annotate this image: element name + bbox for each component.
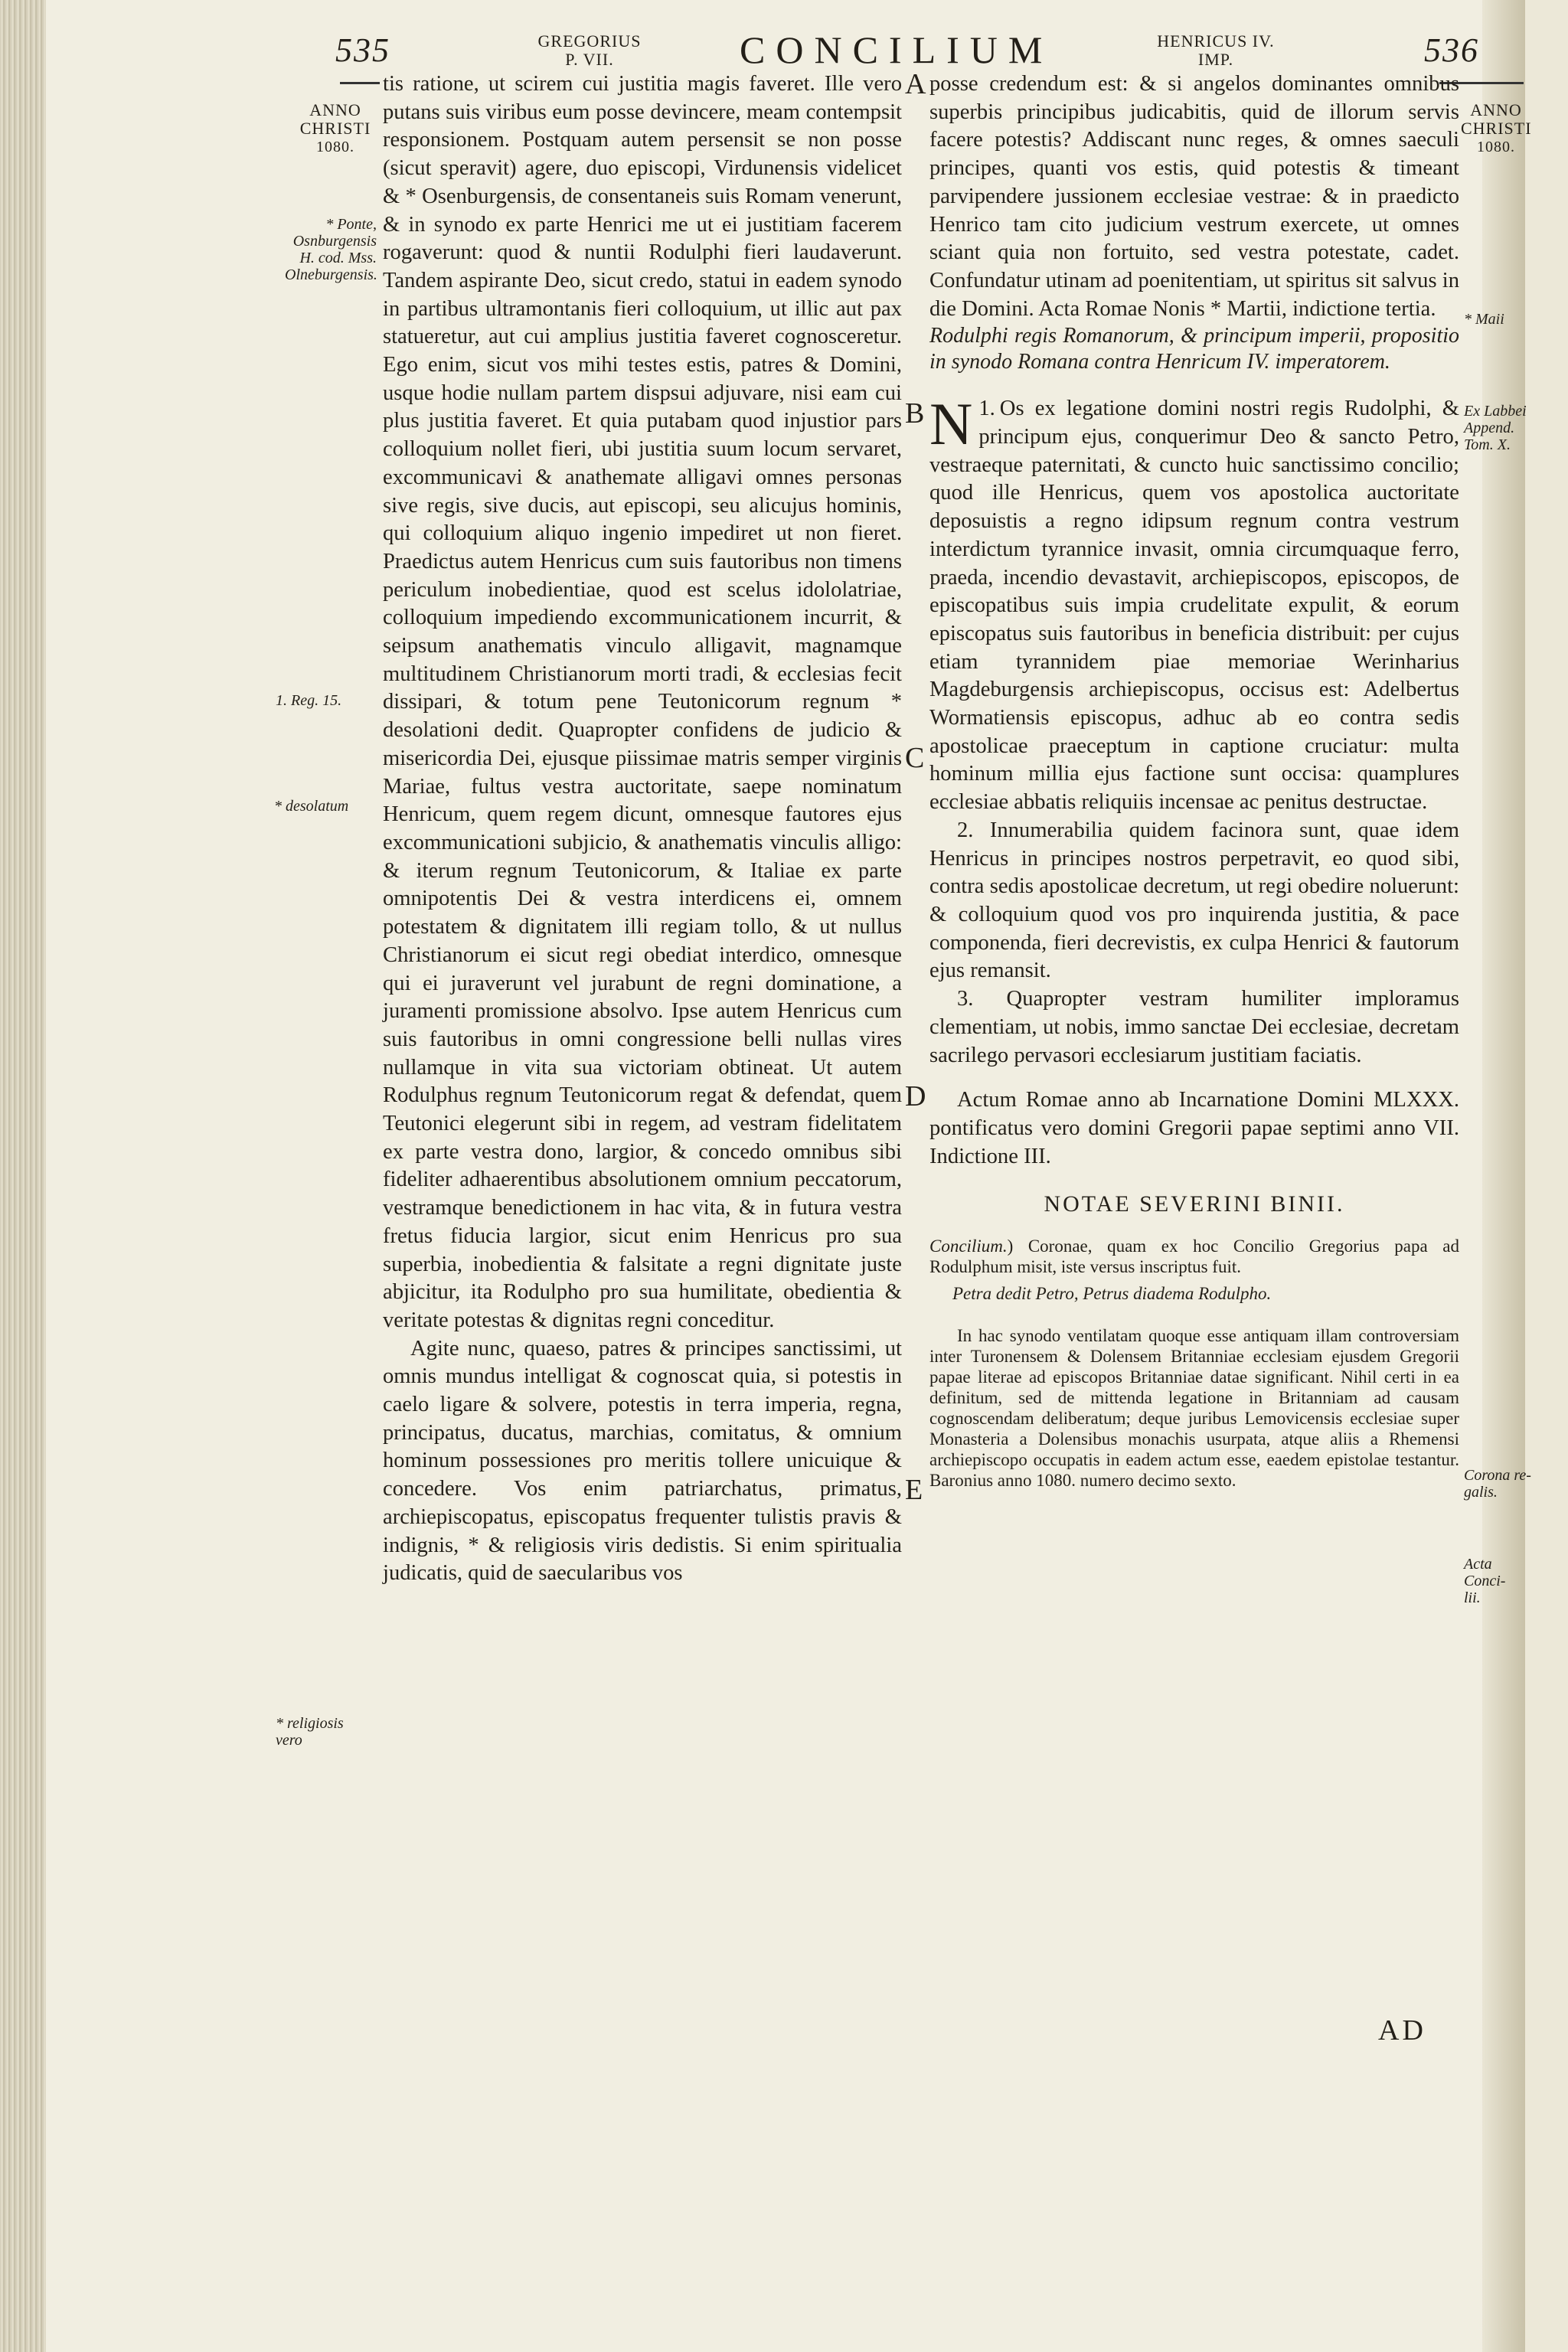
notes-heading: NOTAE SEVERINI BINII.: [1044, 1191, 1345, 1217]
left-year-note: ANNO CHRISTI 1080.: [299, 100, 371, 155]
right-opening-paragraph: posse credendum est: & si angelos dominantes omnibus superbis principibus judicabitis, quid de illorum servis facere potestis? Addiscant nunc reges, & omnes saeculi principes, quanti vos estis, quid potestis & timeant parvipendere jussionem ecclesiae vestrae: & in praedicto Henrico tam cito judicium vestrum exercete, ut omnes sciant quia non fortuito, sed vestra potestate, cadet. Confundatur utinam ad poenitentiam, ut spiritus sit salvus in die Domini. Acta Romae Nonis * Martii, indictione tertia.: [929, 72, 1459, 321]
gutter-shadow: [1482, 0, 1525, 2352]
right-folio: 536: [1424, 31, 1479, 69]
left-running-head: GREGORIUS P. VII.: [537, 31, 642, 69]
catchword: AD: [1378, 2014, 1426, 2047]
paragraph-number: 1.: [978, 397, 995, 421]
section-letter-d: D: [905, 1080, 926, 1112]
section-letter-a: A: [905, 68, 926, 100]
section-heading: Rodulphi regis Romanorum, & principum imperii, propositio in synodo Romana contra Henricum IV. imperatorem.: [929, 324, 1459, 374]
right-margin-note-acta: Acta Conci- lii.: [1464, 1556, 1506, 1606]
section-letter-c: C: [905, 742, 925, 774]
page-title: CONCILIUM: [740, 28, 1054, 71]
right-year-note: ANNO CHRISTI 1080.: [1461, 100, 1532, 155]
right-margin-note-corona: Corona re- galis.: [1464, 1467, 1531, 1501]
left-margin-note-reference: 1. Reg. 15.: [276, 692, 342, 709]
right-paragraph-3: 3. Quapropter vestram humiliter imploramus clementiam, ut nobis, immo sanctae Dei ecclesiae, decretam sacrilego pervasori ecclesiarum justitiam faciatis.: [929, 987, 1459, 1067]
section-letter-e: E: [905, 1474, 923, 1506]
drop-cap: N: [929, 390, 973, 458]
left-text-column: [383, 70, 902, 1588]
left-paragraph-1: tis ratione, ut scirem cui justitia magis faveret. Ille vero putans suis viribus eum posse devincere, meam contempsit responsionem. Postquam autem persensit se non posse (sicut speravit) agere, duo episcopi, Virdunensis videlicet & * Osenburgensis, de consentaneis suis Romam venerunt, & in synodo ex parte Henrici me ut ei justitiam facerem rogaverunt: quod & nuntii Rodulphi fieri laudaverunt. Tandem aspirante Deo, sicut credo, statui in eadem synodo in partibus ultramontanis fieri colloquium, ut illic aut pax statueretur, aut cui amplius justitia faveret cognosceretur. Ego enim, sicut vos mihi testes estis, patres & Domini, usque hodie nullam partem dispsui adjuvare, nisi eam cui plus justitia faveret. Et quia putabam quod injustior pars colloquium nollet fieri, ubi justitia suum locum servaret, excommunicavi & anathemate alligavi omnes personas sive regis, sive ducis, aut episcopi, seu alicujus hominis, qui colloquium aliquo ingenio impediret ut non fieret. Praedictus autem Henricus cum suis fautoribus non timens periculum inobedientiae, quod est scelus idololatriae, colloquium impediendo excommunicationem incurrit, & seipsum anathematis vinculo alligavit, magnamque multitudinem Christianorum morti tradi, & ecclesias fecit dissipari, & totum pene Teutonicorum regnum * desolationi dedit. Quapropter confidens de judicio & misericordia Dei, ejusque piissimae matris semper virginis Mariae, fultus vestra auctoritate, saepe nominatum Henricum, quem regem dicunt, omnesque fautores ejus excommunicationi subjicio, & anathematis vinculis alligo: & iterum regnum Teutonicorum, & Italiae ex parte omnipotentis Dei & vestra interdicens ei, omnem potestatem & dignitatem illi regiam tollo, & ut nullus Christianorum ei sicut regi obediat interdico, omnesque qui ei juraverunt vel jurabunt de regni dominatione, a juramenti promissione absolvo. Ipse autem Henricus cum suis fautoribus in omni congressione belli nullas vires nullamque in vita sua victoriam obtineat. Ut autem Rodulphus regnum Teutonicorum regat & defendat, quem Teutonici elegerunt sibi in regem, ad vestram fidelitatem ex parte vestra dono, largior, & concedo omnibus sibi fideliter adhaerentibus absolutionem omnium peccatorum, vestramque benedictionem in hac vita, & in futura vestra fretus fiducia largior, sicut enim Henricus pro sua superbia, inobedientia & falsitate a regni dignitate juste abjicitur, ita Rodulpho pro sua humilitate, obedientia & veritate potestas & dignitas regni conceditur.: [383, 72, 902, 1332]
right-paragraph-1: 1. N Os ex legatione domini nostri regis Rudolphi, & principum ejus, conquerimur Deo & sancto Petro, vestraeque paternitati, & cuncto huic sanctissimo concilio; quod ille Henricus, quem vos apostolica auctoritate deposuistis a regno idipsum regnum contra vestrum interdictum tyrannice invasit, omnia circumquaque ferro, praeda, incendio devastavit, archiepiscopos, episcopos, de episcopatibus suis impia crudelitate expulit, & eorum episcopatus suis fautoribus in beneficia distribuit: per cujus etiam tyrannidem piae memoriae Werinharius Magdeburgensis archiepiscopus, occisus est: Adelbertus Wormatiensis episcopus, adhuc ab eo contra sedis apostolicae praeceptum in captione cruciatur: multa hominum millia ejus factione sunt occisa: quamplures ecclesiae abbatis reliquiis incensae ac penitus destructae.: [929, 390, 1459, 815]
left-margin-note-religiosis: * religiosis vero: [276, 1715, 344, 1749]
book-page-edges: [0, 0, 46, 2352]
crown-verse: Petra dedit Petro, Petrus diadema Rodulpho.: [952, 1284, 1272, 1304]
right-text-column: [929, 70, 1459, 1491]
note-paragraph-1: Concilium.) Coronae, quam ex hoc Concilio Gregorius papa ad Rodulphum misit, iste versus inscriptus fuit.: [929, 1236, 1459, 1277]
actum-paragraph: Actum Romae anno ab Incarnatione Domini MLXXX. pontificatus vero domini Gregorii papae septimi anno VII. Indictione III.: [929, 1088, 1459, 1168]
note-paragraph-2: In hac synodo ventilatam quoque esse antiquam illam controversiam inter Turonensem & Dolensem Britanniae ecclesiam ejusdem Gregorii papae literae ad episcopos Britanniae datae significant. Nihil certi in ea definitum, sed de mittenda legatione in Britanniam ad causam cognoscendam deliberatum; deque juribus Lemovicensis ecclesiae super Monasteria a Dolensibus monachis usurpata, atque aliis a Rhemensi archiepiscopo occupatis in eadem actum esse, eaedem epistolae testantur. Baronius anno 1080. numero decimo sexto.: [929, 1325, 1459, 1490]
note-lemma: Concilium.: [929, 1236, 1008, 1256]
margin-rule-left: [340, 82, 380, 84]
right-margin-note-maii: * Maii: [1464, 311, 1504, 328]
left-paragraph-2: Agite nunc, quaeso, patres & principes sanctissimi, ut omnis mundus intelligat & cognoscat quia, si potestis in caelo ligare & solvere, potestis in terra imperia, regna, principatus, ducatus, marchias, comitatus, & omnium hominum possessiones pro meritis tollere unicuique & concedere. Vos enim patriarchatus, primatus, archiepiscopatus, episcopatus frequenter tulistis pravis & indignis, * & religiosis viris dedistis. Si enim spiritualia judicatis, quid de saecularibus vos: [383, 1336, 902, 1586]
left-margin-note-variants: * Ponte, Osnburgensis H. cod. Mss. Olneburgensis.: [285, 216, 377, 283]
right-margin-note-labbei: Ex Labbei Append. Tom. X.: [1464, 403, 1527, 453]
left-folio: 535: [335, 31, 390, 69]
right-paragraph-2: 2. Innumerabilia quidem facinora sunt, quae idem Henricus in principes nostros perpetravit, eo quod sibi, contra sedis apostolicae decretum, ut regi obedire noluerunt: & colloquium quod vos pro inquirenda justitia, & pace componenda, fieri decrevistis, ex culpa Henrici & fautorum ejus remansit.: [929, 818, 1459, 983]
section-letter-b: B: [905, 397, 925, 430]
left-margin-note-desolatum: * desolatum: [274, 798, 349, 815]
right-running-head: HENRICUS IV. IMP.: [1157, 31, 1275, 69]
